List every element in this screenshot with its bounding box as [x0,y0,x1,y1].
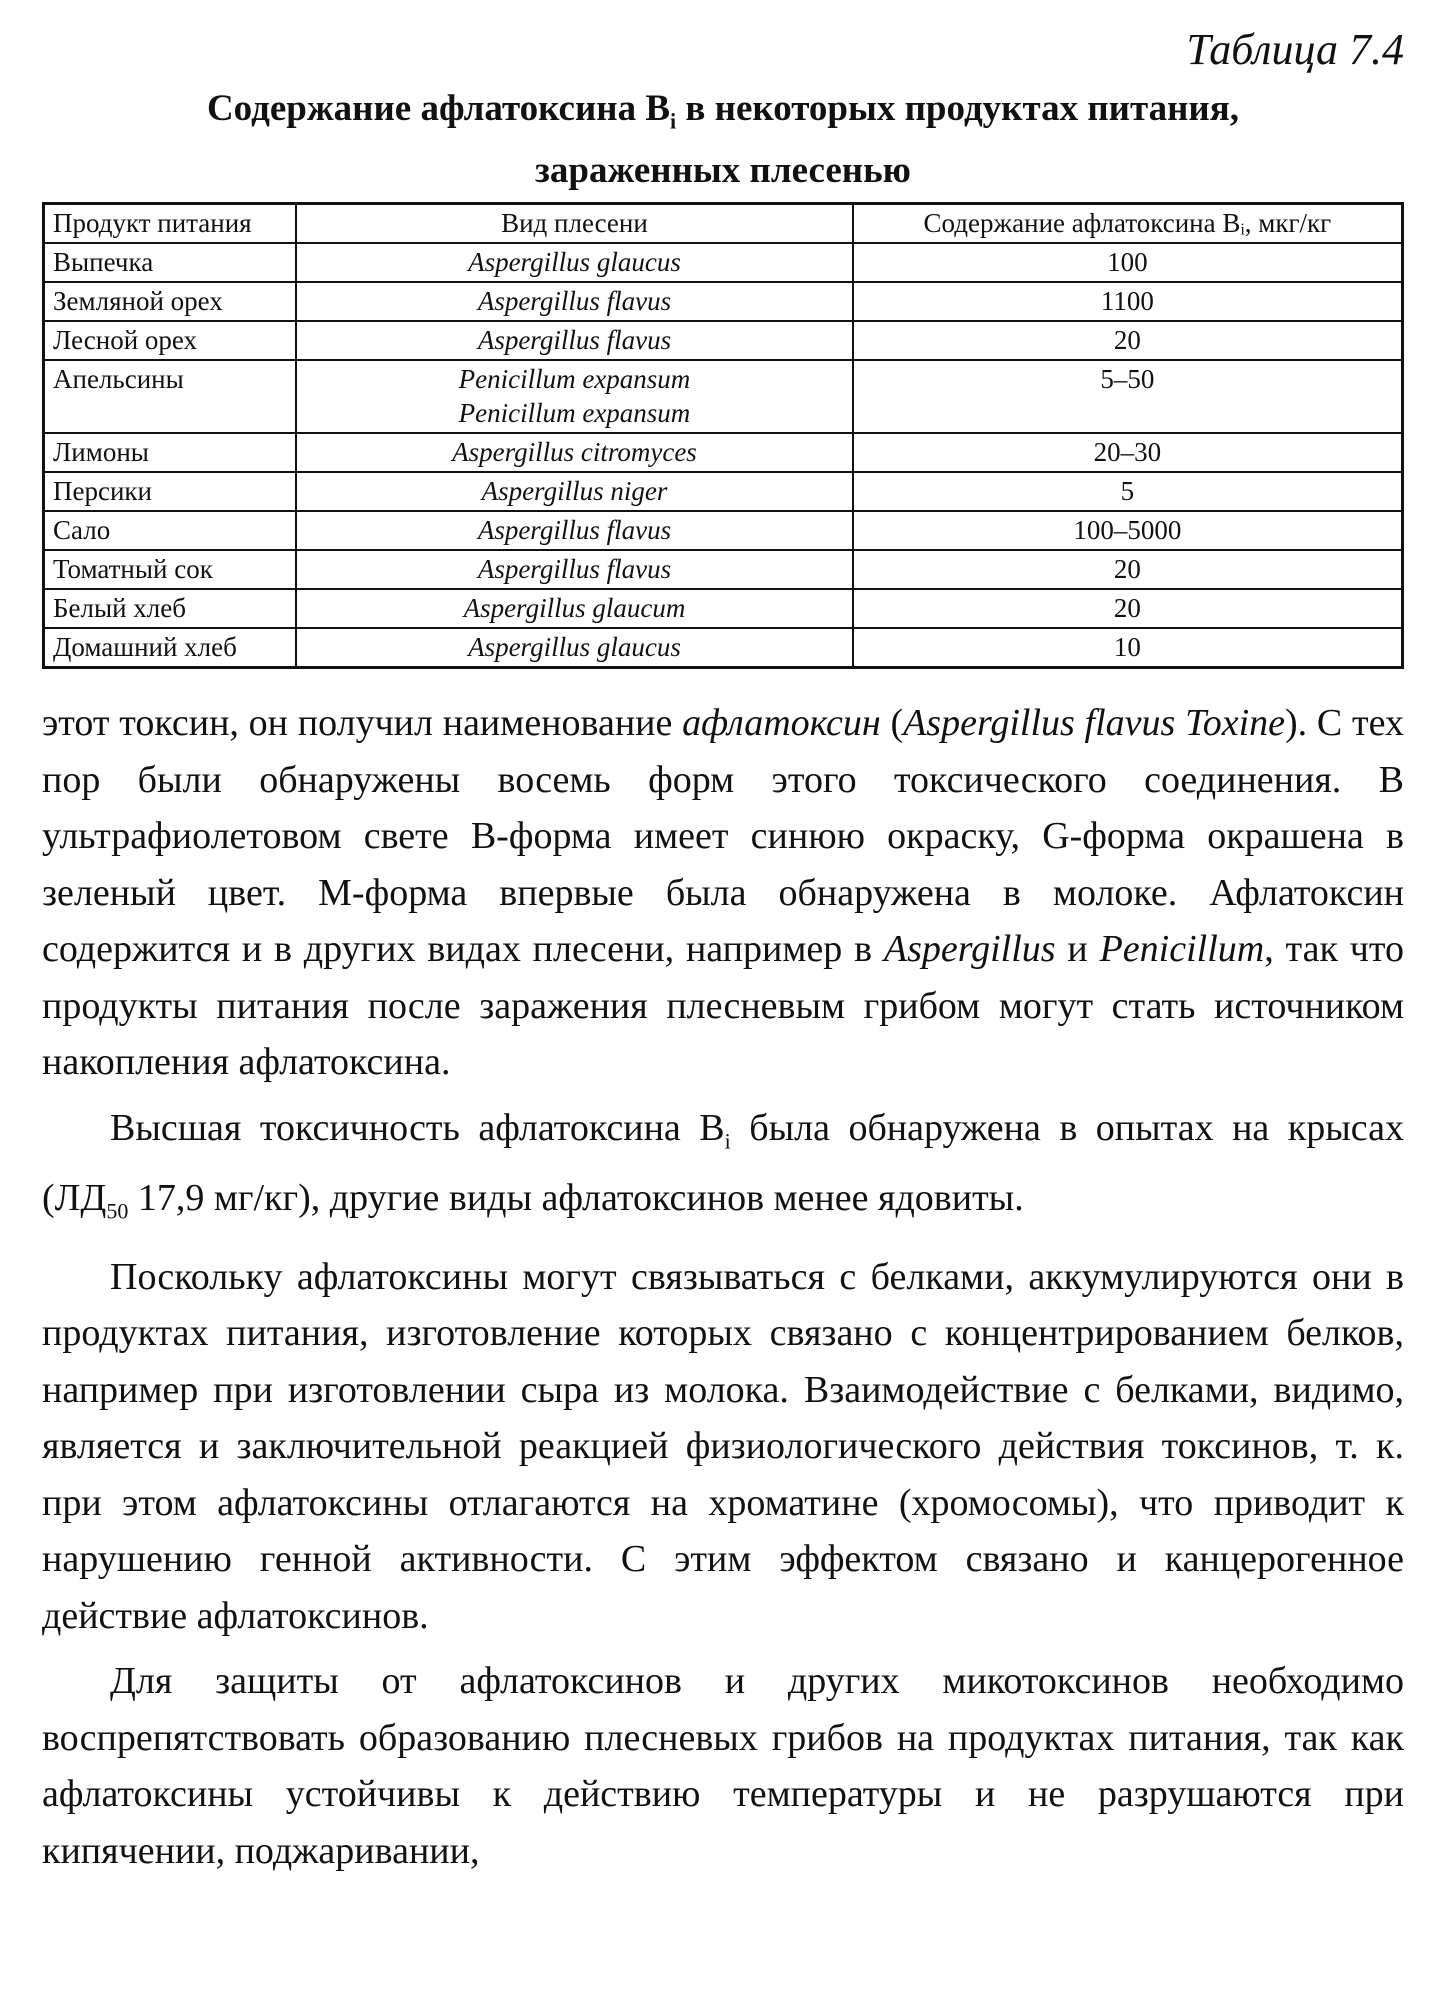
cell-product: Выпечка [44,243,297,282]
p2-text-2: была обнаружена в опытах на крысах (ЛД [42,1106,1404,1219]
p2-subscript-2: 50 [106,1198,129,1224]
paragraph-2 [42,1100,1404,1240]
table-row [44,550,1403,589]
p1-text-5: , так что продукты питания после заражения плесневым грибом могут стать источником накопления афлатоксина. [42,928,1404,1083]
table-row [44,511,1403,550]
table-row [44,321,1403,360]
p1-text-4: и [1055,928,1100,970]
cell-mold: Aspergillus flavus [296,282,853,321]
cell-mold: Aspergillus glaucus [296,628,853,668]
table-title-text-b: в некоторых продуктах питания, [676,88,1240,129]
table-title-text-a: Содержание афлатоксина B [206,88,671,129]
cell-value: 20 [853,321,1403,360]
aflatoxin-table [42,202,1404,669]
table-title [42,84,1404,196]
table-title-subscript: i [670,108,677,134]
table-row [44,282,1403,321]
mold-line: Penicillum expansum [458,398,691,428]
cell-value: 20 [853,589,1403,628]
header-product: Продукт питания [44,204,297,244]
cell-product: Томатный сок [44,550,297,589]
table-row [44,433,1403,472]
cell-mold [296,360,853,433]
cell-product: Лесной орех [44,321,297,360]
cell-mold: Aspergillus flavus [296,321,853,360]
cell-product: Белый хлеб [44,589,297,628]
cell-value: 5 [853,472,1403,511]
table-row [44,589,1403,628]
paragraph-1 [42,695,1404,1091]
cell-product: Лимоны [44,433,297,472]
body-text [42,695,1404,1888]
table-title-line-2: зараженных плесенью [535,150,911,192]
p1-italic-1: афлатоксин [682,702,881,744]
p2-text-1: Высшая токсичность афлатоксина B [110,1106,725,1149]
p2-text-3: 17,9 мг/кг), другие виды афлатоксинов менее ядовиты. [128,1176,1024,1219]
cell-mold: Aspergillus flavus [296,511,853,550]
p1-text-1: этот токсин, он получил наименование [42,702,683,744]
table-row [44,472,1403,511]
cell-mold: Aspergillus glaucum [296,589,853,628]
cell-value: 20 [853,550,1403,589]
p1-text-2: ( [880,702,904,744]
cell-mold: Aspergillus flavus [296,550,853,589]
cell-value: 100 [853,243,1403,282]
mold-line: Penicillum expansum [458,364,691,394]
p1-italic-2: Aspergillus flavus Toxine [903,702,1286,744]
header-content: Содержание афлатоксина Bᵢ, мкг/кг [853,204,1403,244]
table-label: Таблица 7.4 [1186,25,1404,74]
cell-product: Домашний хлеб [44,628,297,668]
cell-product: Сало [44,511,297,550]
table-header-row [44,204,1403,244]
table-row [44,628,1403,668]
cell-value: 10 [853,628,1403,668]
table-title-line-1 [42,84,1404,146]
table-row [44,360,1403,433]
p2-subscript-1: i [724,1128,731,1154]
p1-italic-4: Penicillum [1099,928,1265,970]
paragraph-4: Для защиты от афлатоксинов и других микотоксинов необходимо воспрепятствовать образованию плесневых грибов на продуктах питания, так как афлатоксины устойчивы к действию температуры и не разрушаются при кипячении, поджаривании, [42,1660,1404,1872]
table-row [44,243,1403,282]
p1-text-3: ). С тех пор были обнаружены восемь форм этого токсического соединения. В ультрафиолетовом свете B-форма имеет синюю окраску, G-форма окрашена в зеленый цвет. M-форма впервые была обнаружена в молоке. Афлатоксин содержится и в других видах плесени, например в [42,702,1404,970]
p1-italic-3: Aspergillus [883,928,1056,970]
cell-value: 20–30 [853,433,1403,472]
cell-product: Апельсины [44,360,297,433]
header-mold: Вид плесени [296,204,853,244]
paragraph-3: Поскольку афлатоксины могут связываться с белками, аккумулируются они в продуктах питания, изготовление которых связано с концентрированием белков, например при изготовлении сыра из молока. Взаимодействие с белками, видимо, является и заключительной реакцией физиологического действия токсинов, т. к. при этом афлатоксины отлагаются на хроматине (хромосомы), что приводит к нарушению генной активности. С этим эффектом связано и канцерогенное действие афлатоксинов. [42,1255,1404,1637]
cell-mold: Aspergillus niger [296,472,853,511]
cell-value: 1100 [853,282,1403,321]
cell-mold: Aspergillus citromyces [296,433,853,472]
cell-product: Земляной орех [44,282,297,321]
cell-value: 5–50 [853,360,1403,433]
cell-product: Персики [44,472,297,511]
cell-mold: Aspergillus glaucus [296,243,853,282]
cell-value: 100–5000 [853,511,1403,550]
